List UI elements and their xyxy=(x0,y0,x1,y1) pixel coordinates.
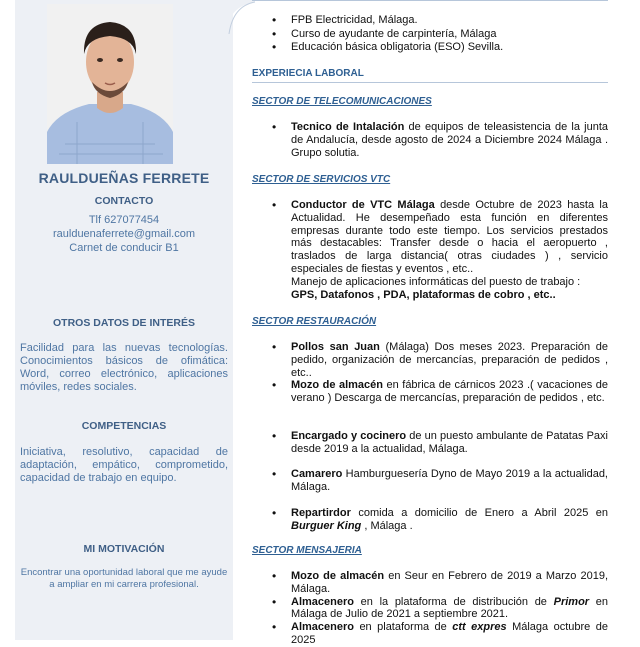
job-role: Tecnico de Intalación xyxy=(291,121,405,133)
telecom-sector-heading: SECTOR DE TELECOMUNICACIONES xyxy=(252,96,432,107)
job-role: Almacenero xyxy=(291,595,354,608)
job-description: desde Octubre de 2023 hasta la Actualidad. He desempeñado esta función en diferentes empresas durante todo este tiempo. Los servicios prestados más destacables: Transfer desde o hacia el aeropuerto , traslados de larga distancia( otras ciudades ) , servicio especiales de fiestas y eventos , etc.. xyxy=(291,199,608,275)
company-name: Burguer King xyxy=(291,519,362,532)
list-item xyxy=(268,596,608,622)
job-role: Camarero xyxy=(291,468,343,480)
list-item xyxy=(268,430,608,456)
telecom-list xyxy=(268,121,608,159)
education-list xyxy=(268,14,608,55)
job-description-tail: , Málaga . xyxy=(361,519,413,532)
restaurant-list-2 xyxy=(268,430,608,456)
job-description: comida a domicilio de Enero a Abril 2025 en xyxy=(350,507,608,519)
job-description: Hamburguesería Dyno de Mayo 2019 a la actualidad, Málaga. xyxy=(291,468,608,493)
experience-heading: EXPERIECIA LABORAL xyxy=(252,68,364,79)
vtc-list xyxy=(268,199,608,301)
phone-number: Tlf 627077454 xyxy=(88,214,160,226)
top-divider xyxy=(252,0,608,1)
other-data-heading: OTROS DATOS DE INTERÉS xyxy=(53,317,195,329)
restaurant-sector-heading: SECTOR RESTAURACIÓN xyxy=(252,316,377,327)
courier-list xyxy=(268,570,608,647)
job-role: Almacenero xyxy=(291,621,354,634)
job-description-tail: en Málaga de Julio de 2021 a septiembre 2021. xyxy=(291,595,608,621)
job-description-tail: Málaga octubre de 2025 xyxy=(291,621,608,646)
job-role: Encargado y cocinero xyxy=(291,430,407,442)
list-item xyxy=(268,507,608,533)
list-item xyxy=(268,199,608,301)
list-item xyxy=(268,121,608,159)
education-item: • FPB Electricidad, Málaga. xyxy=(268,14,608,28)
job-description: en la plataforma de distribución de xyxy=(353,595,554,608)
restaurant-list-4 xyxy=(268,507,608,533)
job-description: en plataforma de xyxy=(353,621,453,634)
job-description: (Málaga) Dos meses 2023. Preparación de pedido, organización de mercancías, preparación de pedidos , etc.. xyxy=(291,341,609,379)
education-item: • Curso de ayudante de carpintería, Málaga xyxy=(268,28,608,42)
education-item: • Educación básica obligatoria (ESO) Sevilla. xyxy=(268,41,608,55)
decorative-curve xyxy=(225,0,255,34)
motivation-text: Encontrar una oportunidad laboral que me ayude a ampliar en mi carrera profesional. xyxy=(20,567,228,590)
job-role: Pollos san Juan xyxy=(291,341,380,353)
courier-sector-heading: SECTOR MENSAJERIA xyxy=(252,545,362,556)
company-name: ctt expres xyxy=(452,621,507,634)
email-address[interactable]: raulduenaferrete@gmail.com xyxy=(52,228,195,240)
apps-list: GPS, Datafonos , PDA, plataformas de cobro , etc.. xyxy=(291,288,556,301)
restaurant-list-3 xyxy=(268,468,608,494)
vtc-sector-heading: SECTOR DE SERVICIOS VTC xyxy=(252,174,391,185)
experience-divider xyxy=(252,82,608,83)
portrait-image xyxy=(47,4,173,164)
contact-heading: CONTACTO xyxy=(94,195,154,207)
candidate-name: RAULDUEÑAS FERRETE xyxy=(38,170,210,186)
company-name: Primor xyxy=(553,595,590,608)
job-role: Mozo de almacén xyxy=(291,570,385,582)
list-item xyxy=(268,621,608,647)
skills-text: Iniciativa, resolutivo, capacidad de adaptación, empático, comprometido, capacidad de trabajo en equipo. xyxy=(20,446,228,484)
job-role: Mozo de almacén xyxy=(291,379,383,392)
motivation-heading: MI MOTIVACIÓN xyxy=(83,543,165,555)
other-data-text: Facilidad para las nuevas tecnologías. Conocimientos básicos de ofimática: Word, correo electrónico, aplicaciones móviles, redes sociales. xyxy=(20,342,228,393)
skills-heading: COMPETENCIAS xyxy=(81,420,167,432)
job-role: Conductor de VTC Málaga xyxy=(291,199,435,211)
profile-photo xyxy=(47,4,173,164)
job-description: en Seur en Febrero de 2019 a Marzo 2019, Málaga. xyxy=(291,570,609,595)
job-description: de equipos de teleasistencia de la junta de Andalucía, desde agosto de 2024 a Diciembre 2024 Málaga . Grupo solutia. xyxy=(291,121,608,159)
list-item xyxy=(268,570,608,596)
list-item xyxy=(268,379,608,405)
job-description: en fábrica de cárnicos 2023 .( vacaciones de verano ) Descarga de mercancías, preparación de pedidos , etc. xyxy=(291,379,609,405)
list-item xyxy=(268,468,608,494)
job-description: de un puesto ambulante de Patatas Paxi desde 2019 a la actualidad, Málaga. xyxy=(291,430,608,455)
restaurant-list xyxy=(268,341,608,405)
job-role: Repartirdor xyxy=(291,507,351,519)
list-item xyxy=(268,341,608,379)
apps-line: Manejo de aplicaciones informáticas del puesto de trabajo : xyxy=(291,275,581,288)
driving-license: Carnet de conducir B1 xyxy=(69,242,179,254)
